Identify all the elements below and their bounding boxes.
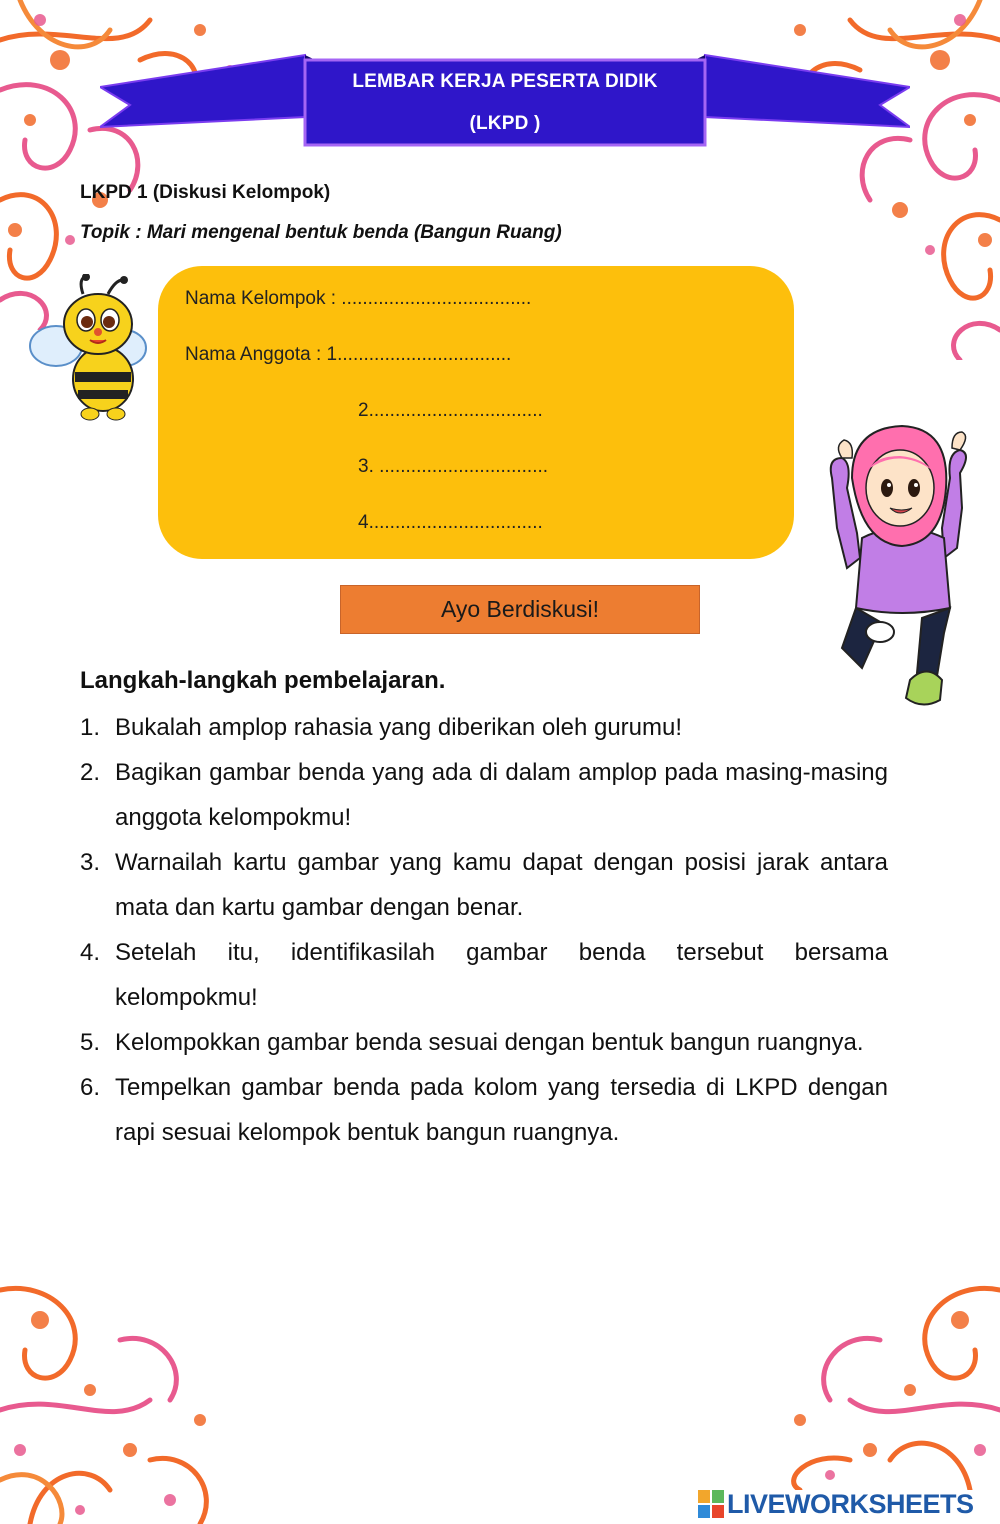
- bottom-left-ornament: [0, 1260, 240, 1524]
- girl-mascot: [822, 418, 982, 713]
- step-text: Tempelkan gambar benda pada kolom yang tersedia di LKPD dengan rapi sesuai kelompok bentuk bangun ruangnya.: [115, 1074, 888, 1146]
- step-text: Kelompokkan gambar benda sesuai dengan bentuk bangun ruangnya.: [115, 1029, 864, 1056]
- topic-line: Topik : Mari mengenal bentuk benda (Bangun Ruang): [80, 222, 562, 243]
- list-item: [80, 840, 888, 930]
- step-number: 2.: [80, 759, 101, 786]
- step-text: Setelah itu, identifikasilah gambar benda tersebut bersama kelompokmu!: [115, 939, 888, 1011]
- list-item: [80, 750, 888, 840]
- step-number: 1.: [80, 714, 101, 741]
- liveworksheets-logo: [698, 1487, 974, 1521]
- list-item: [80, 1065, 888, 1155]
- step-number: 5.: [80, 1029, 101, 1056]
- bottom-right-ornament: [760, 1260, 1000, 1490]
- member-2-field[interactable]: 2.................................: [358, 400, 543, 421]
- member-4-field[interactable]: 4.................................: [358, 512, 543, 533]
- liveworksheets-mark-icon: [698, 1490, 724, 1518]
- banner-line-2: (LKPD ): [469, 113, 541, 134]
- member-1-field[interactable]: Nama Anggota : 1.................................: [185, 344, 512, 365]
- ayo-berdiskusi-button[interactable]: Ayo Berdiskusi!: [340, 585, 700, 634]
- list-item: [80, 705, 888, 750]
- group-name-field[interactable]: Nama Kelompok : ....................................: [185, 288, 532, 309]
- step-number: 4.: [80, 939, 101, 966]
- steps-list: [80, 705, 888, 1155]
- step-number: 3.: [80, 849, 101, 876]
- step-text: Warnailah kartu gambar yang kamu dapat dengan posisi jarak antara mata dan kartu gambar dengan benar.: [115, 849, 888, 921]
- banner-line-1: LEMBAR KERJA PESERTA DIDIK: [352, 71, 658, 92]
- list-item: [80, 1020, 888, 1065]
- banner-title: [305, 60, 705, 145]
- lkpd-title: LKPD 1 (Diskusi Kelompok): [80, 182, 331, 203]
- steps-heading: Langkah-langkah pembelajaran.: [80, 667, 446, 694]
- list-item: [80, 930, 888, 1020]
- step-text: Bukalah amplop rahasia yang diberikan oleh gurumu!: [115, 714, 683, 741]
- step-text: Bagikan gambar benda yang ada di dalam amplop pada masing-masing anggota kelompokmu!: [115, 759, 888, 831]
- step-number: 6.: [80, 1074, 101, 1101]
- liveworksheets-text: LIVEWORKSHEETS: [727, 1488, 974, 1519]
- bee-mascot: [28, 274, 152, 424]
- member-3-field[interactable]: 3. ................................: [358, 456, 549, 477]
